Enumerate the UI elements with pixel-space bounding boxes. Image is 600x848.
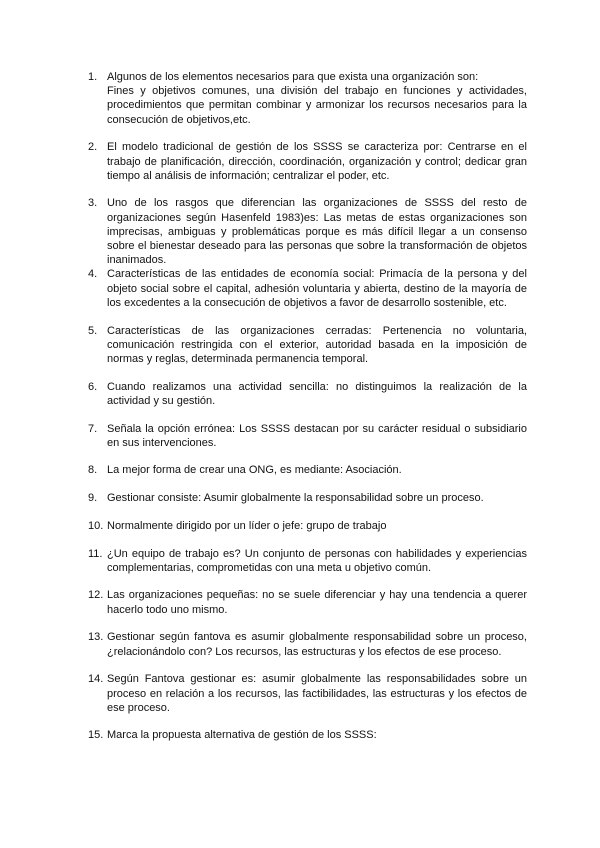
item-number: 10. — [88, 519, 104, 532]
item-number: 5. — [88, 324, 98, 337]
item-number: 12. — [88, 589, 104, 602]
item-text: Cuando realizamos una actividad sencilla: no distinguimos la realización de la actividad y su gestión. — [107, 380, 527, 407]
item-number: 4. — [88, 268, 98, 281]
list-item — [90, 324, 527, 367]
item-number: 1. — [88, 71, 98, 83]
list-item — [90, 491, 527, 505]
item-text: Gestionar según fantova es asumir globalmente responsabilidad sobre un proceso, ¿relacionándolo con? Los recursos, las estructuras y los efectos de ese proceso. — [107, 631, 527, 658]
list-item — [90, 588, 527, 616]
list-item — [90, 547, 527, 575]
list-item — [90, 70, 527, 127]
list-item — [90, 672, 527, 715]
list-item — [90, 196, 527, 267]
item-text: Según Fantova gestionar es: asumir globalmente las responsabilidades sobre un proceso en relación a los recursos, las factibilidades, las estructuras y los efectos de ese proceso. — [107, 673, 527, 714]
item-text: La mejor forma de crear una ONG, es mediante: Asociación. — [107, 464, 402, 477]
list-item — [90, 630, 527, 658]
item-text: Gestionar consiste: Asumir globalmente la responsabilidad sobre un proceso. — [107, 492, 484, 505]
item-number: 15. — [88, 729, 104, 742]
list-item — [90, 422, 527, 450]
list-item — [90, 463, 527, 477]
item-number: 7. — [88, 422, 98, 435]
item-number: 11. — [88, 547, 103, 560]
list-item — [90, 519, 527, 533]
item-text: Uno de los rasgos que diferencian las organizaciones de SSSS del resto de organizaciones según Hasenfeld 1983)es: Las metas de estas organizaciones son imprecisas, ambiguas y problemáticas porque es más difícil llegar a un consenso sobre el bienestar deseado para las personas que sobre la transformación de objetos inanimados. — [107, 197, 527, 267]
item-number: 14. — [88, 673, 104, 686]
item-text: Características de las organizaciones cerradas: Pertenencia no voluntaria, comunicación restringida con el exterior, autoridad basada en la imposición de normas y reglas, determinada permanencia temporal. — [107, 324, 527, 365]
item-number: 3. — [88, 197, 98, 210]
item-text: Las organizaciones pequeñas: no se suele diferenciar y hay una tendencia a querer hacerlo todo uno mismo. — [107, 589, 527, 616]
item-number: 8. — [88, 464, 98, 477]
item-number: 9. — [88, 492, 98, 505]
item-text: Normalmente dirigido por un líder o jefe: grupo de trabajo — [107, 519, 387, 532]
item-text: El modelo tradicional de gestión de los SSSS se caracteriza por: Centrarse en el trabajo de planificación, dirección, coordinación, organización y control; dedicar gran tiempo al análisis de información; centralizar el poder, etc. — [107, 141, 527, 182]
item-text: ¿Un equipo de trabajo es? Un conjunto de personas con habilidades y experiencias complementarias, comprometidas con una meta u objetivo común. — [107, 547, 527, 574]
list-item — [90, 267, 527, 310]
list-item — [90, 728, 527, 742]
item-text: Marca la propuesta alternativa de gestión de los SSSS: — [107, 729, 377, 742]
item-text-continuation: Fines y objetivos comunes, una división del trabajo en funciones y actividades, procedimientos que permitan combinar y armonizar los recursos necesarios para la consecución de objetivos,etc. — [107, 85, 527, 126]
item-number: 6. — [88, 380, 98, 393]
item-text: Características de las entidades de economía social: Primacía de la persona y del objeto social sobre el capital, adhesión voluntaria y abierta, destino de la mayoría de los excedentes a la consecución de objetivos a favor de desarrollo sostenible, etc. — [107, 268, 527, 309]
item-text: Algunos de los elementos necesarios para que exista una organización son: — [107, 71, 479, 83]
item-text: Señala la opción errónea: Los SSSS destacan por su carácter residual o subsidiario en sus intervenciones. — [107, 422, 527, 449]
list-item — [90, 380, 527, 408]
item-number: 2. — [88, 141, 98, 154]
item-number: 13. — [88, 631, 104, 644]
question-list — [90, 70, 527, 743]
list-item — [90, 140, 527, 183]
